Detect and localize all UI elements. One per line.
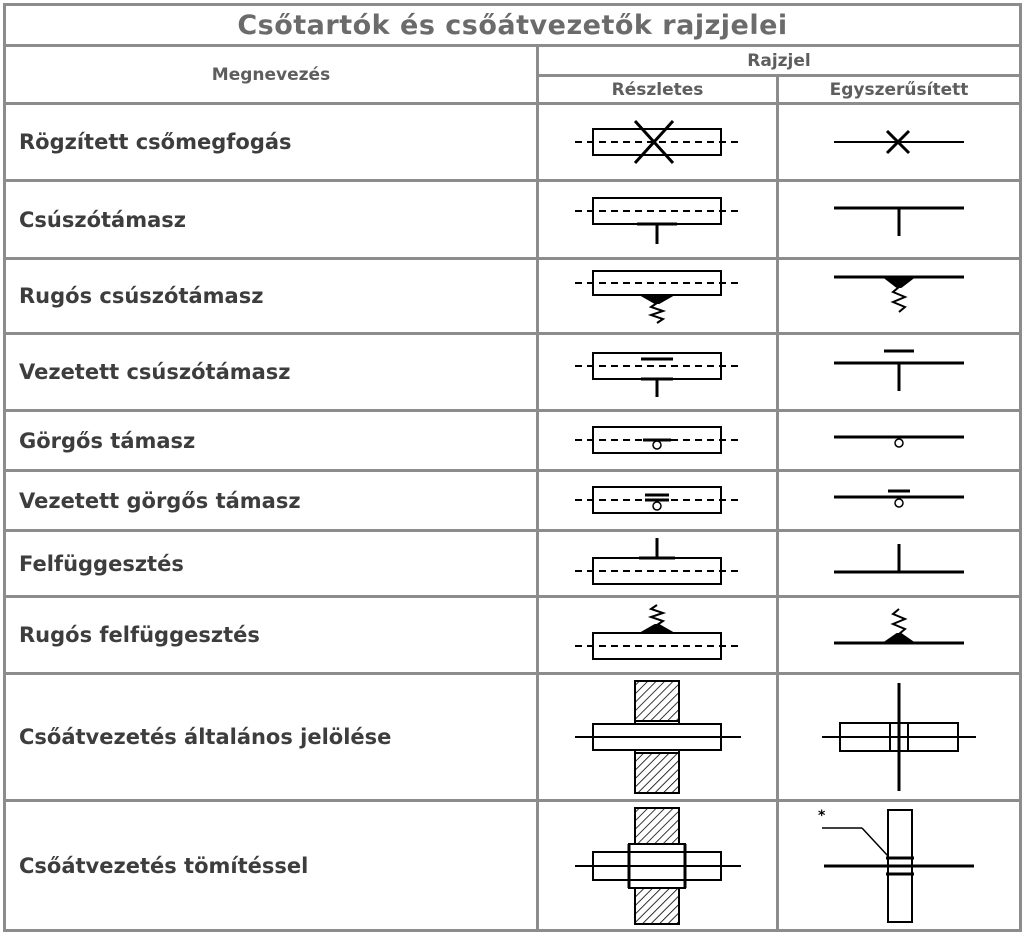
row-name: Vezetett görgős támasz <box>5 471 538 531</box>
simplified-symbol-cell <box>778 471 1021 531</box>
row-name: Rugós csúszótámasz <box>5 259 538 334</box>
row-name: Csúszótámasz <box>5 181 538 259</box>
pipe-penetration-simplified-icon <box>814 679 984 795</box>
guided-sliding-support-detailed-icon <box>573 341 743 403</box>
detailed-symbol-cell <box>538 334 778 411</box>
detailed-symbol-cell <box>538 801 778 931</box>
simplified-symbol-cell <box>778 259 1021 334</box>
table-row <box>5 334 1021 411</box>
sealed-pipe-penetration-detailed-icon <box>573 806 743 926</box>
table-row <box>5 471 1021 531</box>
roller-support-detailed-icon <box>573 419 743 463</box>
simplified-symbol-cell <box>778 674 1021 801</box>
fixed-pipe-clamp-detailed-icon <box>573 117 743 167</box>
guided-roller-support-simplified-icon <box>814 479 984 523</box>
row-name: Vezetett csúszótámasz <box>5 334 538 411</box>
sealed-pipe-penetration-simplified-icon <box>814 806 984 926</box>
row-name: Rögzített csőmegfogás <box>5 104 538 181</box>
row-name: Csőátvezetés általános jelölése <box>5 674 538 801</box>
hanger-simplified-icon <box>814 536 984 592</box>
spring-hanger-detailed-icon <box>573 603 743 667</box>
roller-support-simplified-icon <box>814 419 984 463</box>
detailed-symbol-cell <box>538 674 778 801</box>
detailed-symbol-cell <box>538 471 778 531</box>
asterisk-label: * <box>818 807 826 824</box>
symbol-table <box>3 3 1022 932</box>
spring-sliding-support-simplified-icon <box>814 265 984 327</box>
row-name: Felfüggesztés <box>5 531 538 597</box>
row-name: Csőátvezetés tömítéssel <box>5 801 538 931</box>
simplified-symbol-cell <box>778 411 1021 471</box>
header-simplified: Egyszerűsített <box>778 76 1021 104</box>
sliding-support-simplified-icon <box>814 190 984 250</box>
table-row <box>5 674 1021 801</box>
spring-hanger-simplified-icon <box>814 603 984 667</box>
fixed-pipe-clamp-simplified-icon <box>814 117 984 167</box>
simplified-symbol-cell <box>778 801 1021 931</box>
table-row <box>5 181 1021 259</box>
row-name: Görgős támasz <box>5 411 538 471</box>
simplified-symbol-cell <box>778 334 1021 411</box>
simplified-symbol-cell <box>778 531 1021 597</box>
simplified-symbol-cell <box>778 597 1021 674</box>
detailed-symbol-cell <box>538 597 778 674</box>
header-name: Megnevezés <box>5 46 538 104</box>
detailed-symbol-cell <box>538 259 778 334</box>
detailed-symbol-cell <box>538 104 778 181</box>
pipe-penetration-detailed-icon <box>573 679 743 795</box>
table-row <box>5 531 1021 597</box>
table-row <box>5 801 1021 931</box>
table-row <box>5 597 1021 674</box>
row-name: Rugós felfüggesztés <box>5 597 538 674</box>
spring-sliding-support-detailed-icon <box>573 265 743 327</box>
detailed-symbol-cell <box>538 181 778 259</box>
hanger-detailed-icon <box>573 536 743 592</box>
header-symbol: Rajzjel <box>538 46 1021 76</box>
header-detailed: Részletes <box>538 76 778 104</box>
guided-roller-support-detailed-icon <box>573 479 743 523</box>
detailed-symbol-cell <box>538 411 778 471</box>
guided-sliding-support-simplified-icon <box>814 341 984 403</box>
table-row <box>5 104 1021 181</box>
simplified-symbol-cell <box>778 181 1021 259</box>
table-title: Csőtartók és csőátvezetők rajzjelei <box>5 5 1021 46</box>
sliding-support-detailed-icon <box>573 190 743 250</box>
table-row <box>5 411 1021 471</box>
table-row <box>5 259 1021 334</box>
simplified-symbol-cell <box>778 104 1021 181</box>
detailed-symbol-cell <box>538 531 778 597</box>
